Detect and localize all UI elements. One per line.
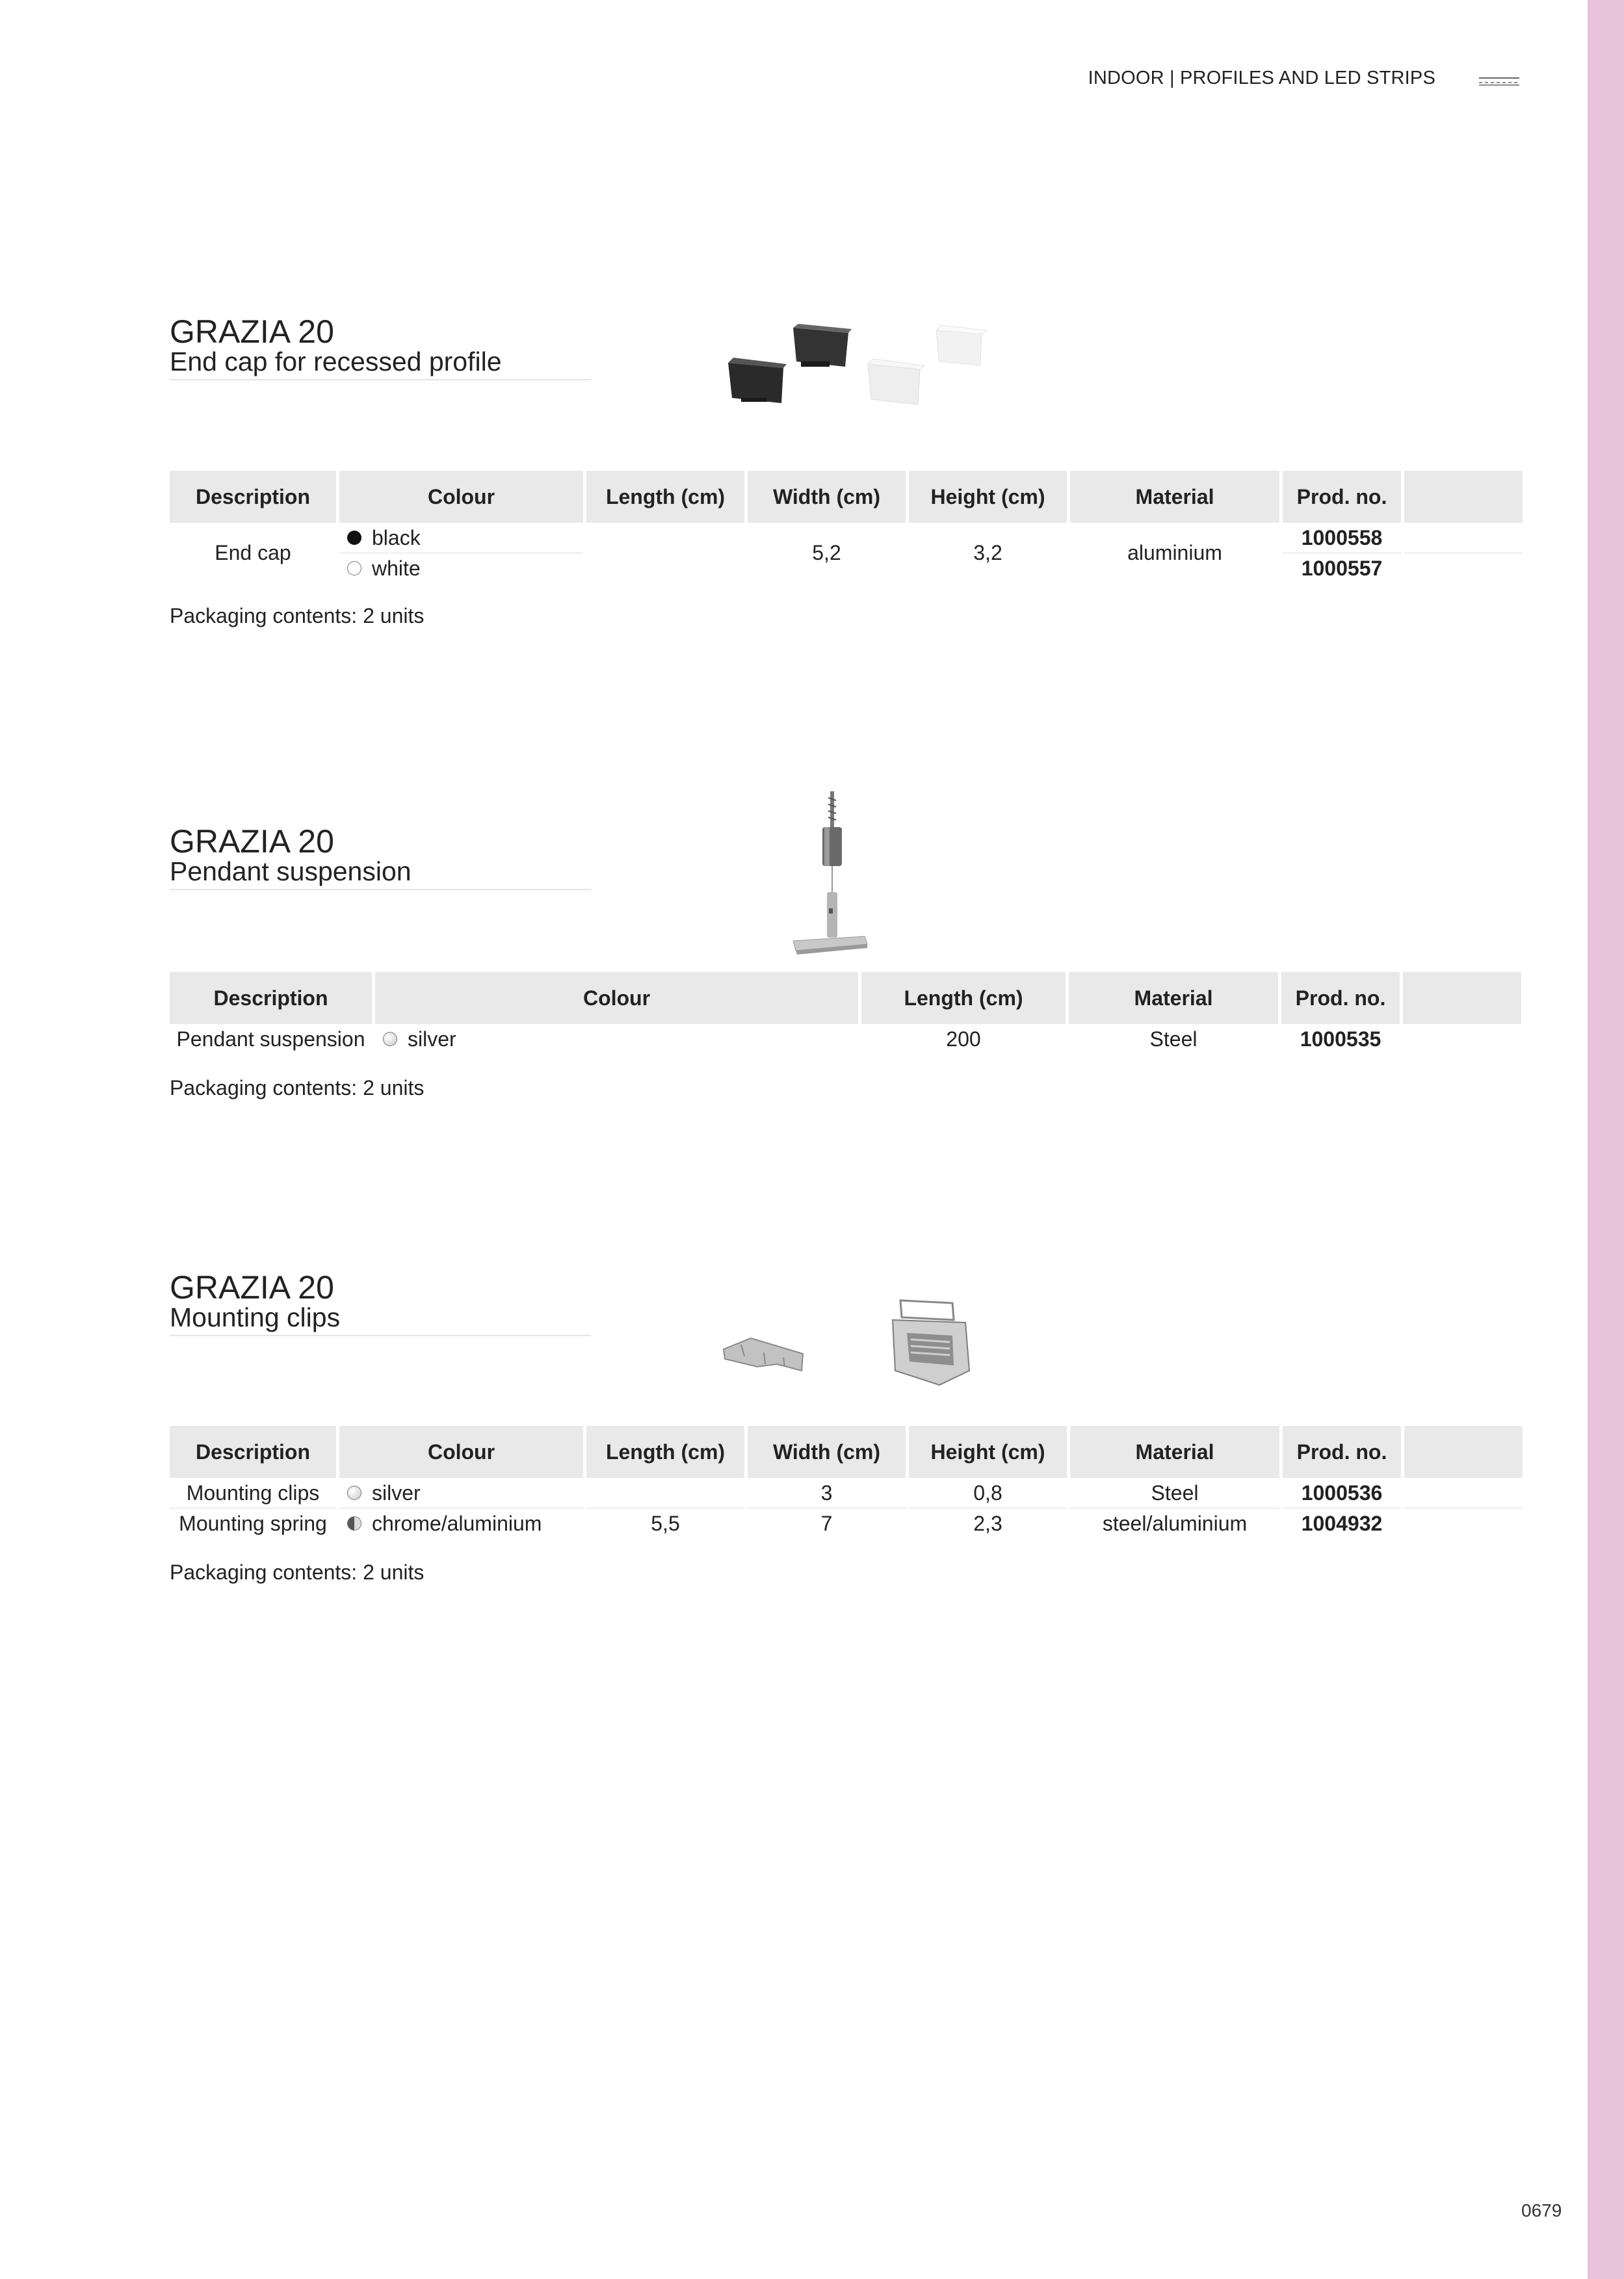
end-cap-spec-table <box>166 471 1526 583</box>
column-header: Length (cm) <box>586 1426 744 1478</box>
empty-cell <box>1404 1478 1523 1508</box>
product-title: GRAZIA 20 <box>170 1269 334 1306</box>
column-header: Height (cm) <box>909 1426 1067 1478</box>
column-header <box>1404 471 1523 523</box>
description-cell: Mounting spring <box>170 1508 336 1538</box>
colour-swatch-silver <box>383 1032 397 1046</box>
colour-cell: black <box>339 523 583 553</box>
column-header: Colour <box>375 972 858 1024</box>
table-row <box>170 523 1523 553</box>
column-header <box>1404 1426 1523 1478</box>
mounting-clips-spec-table <box>166 1426 1526 1538</box>
colour-cell: chrome/aluminium <box>339 1508 583 1538</box>
column-header: Width (cm) <box>748 1426 906 1478</box>
column-header: Prod. no. <box>1283 471 1401 523</box>
prod-no-cell: 1004932 <box>1283 1508 1401 1538</box>
column-header: Description <box>170 972 372 1024</box>
product-subtitle: Mounting clips <box>170 1302 341 1332</box>
description-cell: End cap <box>215 541 291 564</box>
length-cell: 5,5 <box>586 1508 744 1538</box>
prod-no-cell: 1000557 <box>1283 553 1401 583</box>
height-cell: 3,2 <box>973 541 1002 564</box>
length-cell <box>586 523 744 583</box>
table-row <box>170 1508 1523 1538</box>
colour-swatch-white <box>347 561 361 575</box>
packaging-note: Packaging contents: 2 units <box>170 604 425 627</box>
column-header: Height (cm) <box>909 471 1067 523</box>
empty-cell <box>1404 523 1523 553</box>
column-header: Width (cm) <box>748 471 906 523</box>
column-header: Colour <box>339 1426 583 1478</box>
prod-no-cell: 1000558 <box>1301 525 1383 549</box>
side-color-stripe <box>1588 0 1624 2279</box>
length-cell <box>586 1478 744 1508</box>
colour-swatch-black <box>347 531 361 545</box>
pendant-spec-table <box>166 972 1525 1054</box>
column-header: Length (cm) <box>861 972 1066 1024</box>
column-header <box>1403 972 1521 1024</box>
height-cell: 2,3 <box>909 1508 1067 1538</box>
packaging-note: Packaging contents: 2 units <box>170 1561 425 1584</box>
colour-cell: silver <box>375 1024 858 1054</box>
column-header: Colour <box>339 471 583 523</box>
column-header: Description <box>170 1426 336 1478</box>
product-title: GRAZIA 20 <box>170 313 334 350</box>
product-title-block <box>170 825 591 890</box>
description-cell: Pendant suspension <box>176 1027 365 1051</box>
pendant-suspension-product-image <box>787 788 871 964</box>
material-cell: Steel <box>1151 1481 1199 1505</box>
description-cell: Mounting clips <box>186 1481 320 1505</box>
column-header: Prod. no. <box>1283 1426 1401 1478</box>
column-header: Material <box>1070 471 1279 523</box>
page-number: 0679 <box>1521 2200 1562 2220</box>
width-cell: 5,2 <box>812 541 841 564</box>
column-header: Prod. no. <box>1281 972 1400 1024</box>
colour-swatch-silver <box>347 1486 361 1500</box>
width-cell: 3 <box>820 1481 833 1505</box>
column-header: Material <box>1069 972 1278 1024</box>
material-cell: Steel <box>1149 1027 1198 1051</box>
prod-no-cell: 1000535 <box>1300 1027 1382 1051</box>
material-cell: steel/aluminium <box>1070 1508 1279 1538</box>
end-cap-product-image <box>722 317 1008 415</box>
product-subtitle: End cap for recessed profile <box>170 347 502 376</box>
empty-cell <box>1404 553 1523 583</box>
column-header: Material <box>1070 1426 1279 1478</box>
product-title-block <box>170 1271 591 1336</box>
table-row <box>170 1024 1521 1054</box>
product-title-block <box>170 315 591 380</box>
mounting-clips-product-image <box>718 1294 978 1391</box>
colour-swatch-chrome <box>347 1516 361 1531</box>
empty-cell <box>1403 1024 1521 1054</box>
height-cell: 0,8 <box>973 1481 1002 1505</box>
profile-icon <box>1478 77 1520 86</box>
product-subtitle: Pendant suspension <box>170 856 412 886</box>
table-row <box>170 1478 1523 1508</box>
column-header: Length (cm) <box>586 471 744 523</box>
section-header: INDOOR | PROFILES AND LED STRIPS <box>1088 68 1435 88</box>
colour-cell: silver <box>339 1478 583 1508</box>
packaging-note: Packaging contents: 2 units <box>170 1076 425 1100</box>
colour-cell: white <box>339 553 583 583</box>
product-title: GRAZIA 20 <box>170 823 334 860</box>
column-header: Description <box>170 471 336 523</box>
length-cell: 200 <box>946 1027 981 1051</box>
material-cell: aluminium <box>1127 541 1222 564</box>
empty-cell <box>1404 1508 1523 1538</box>
prod-no-cell: 1000536 <box>1301 1481 1383 1505</box>
width-cell: 7 <box>748 1508 906 1538</box>
